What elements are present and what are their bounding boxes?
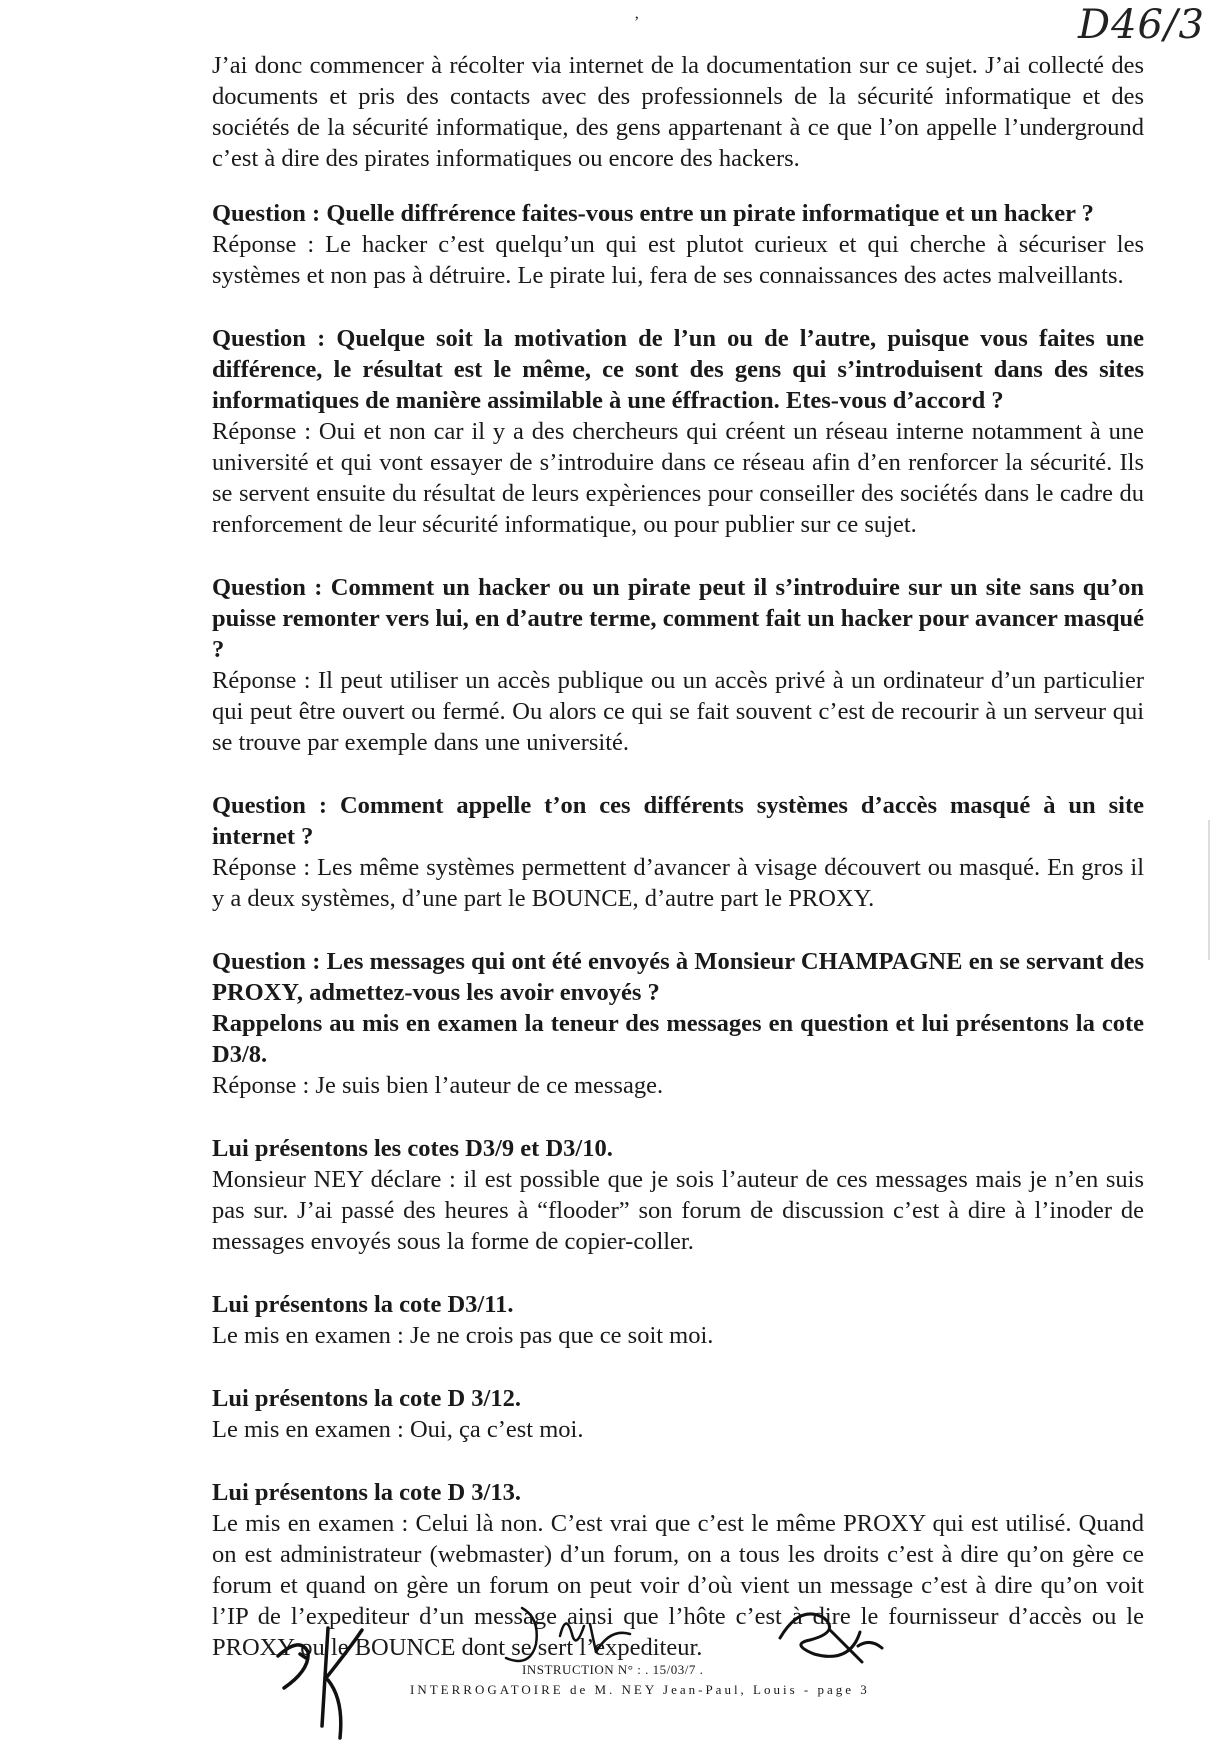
question: Question : Comment appelle t’on ces différents systèmes d’accès masqué à un site internet ? bbox=[212, 792, 1144, 850]
qa-block bbox=[212, 790, 1144, 914]
presentation-heading: Lui présentons la cote D3/11. bbox=[212, 1291, 514, 1318]
response: Réponse : Oui et non car il y a des chercheurs qui créent un réseau interne notamment à une université et qui vont essayer de s’introduire dans ce réseau afin d’en renforcer la sécurité. Ils se servent ensuite du résultat de leurs expèriences pour conseiller des sociétés dans le cadre du renforcement de leur sécurité informatique, ou pour publier sur ce sujet. bbox=[212, 418, 1144, 538]
instruction-number: INSTRUCTION N° : . 15/03/7 . bbox=[522, 1662, 704, 1677]
qa-block bbox=[212, 572, 1144, 758]
presentation-block bbox=[212, 1289, 1144, 1351]
response: Réponse : Je suis bien l’auteur de ce message. bbox=[212, 1072, 664, 1099]
presentation-text: Le mis en examen : Je ne crois pas que ce soit moi. bbox=[212, 1322, 714, 1349]
presentation-text: Le mis en examen : Oui, ça c’est moi. bbox=[212, 1416, 584, 1443]
presentation-heading: Lui présentons la cote D 3/13. bbox=[212, 1479, 521, 1506]
question: Question : Quelque soit la motivation de l’un ou de l’autre, puisque vous faites une différence, le résultat est le même, ce sont des gens qui s’introduisent dans des sites informatiques de manière assimilable à une éffraction. Etes-vous d’accord ? bbox=[212, 325, 1144, 414]
page-reference: D46/3 bbox=[1078, 2, 1205, 48]
scan-edge-mark bbox=[1208, 820, 1210, 960]
response: Réponse : Les même systèmes permettent d’avancer à visage découvert ou masqué. En gros il y a deux systèmes, d’une part le BOUNCE, d’autre part le PROXY. bbox=[212, 854, 1144, 912]
signature-footer bbox=[300, 1618, 920, 1738]
presentation-instruction: Rappelons au mis en examen la teneur des messages en question et lui présentons la cote D3/8. bbox=[212, 1010, 1144, 1068]
intro-paragraph: J’ai donc commencer à récolter via internet de la documentation sur ce sujet. J’ai collecté des documents et pris des contacts avec des professionnels de la sécurité informatique et des sociétés de la sécurité informatique, des gens appartenant à ce que l’on appelle l’underground c’est à dire des pirates informatiques ou encore des hackers. bbox=[212, 52, 1144, 172]
proxy-qa-block bbox=[212, 946, 1144, 1101]
question: Question : Comment un hacker ou un pirate peut il s’introduire sur un site sans qu’on puisse remonter vers lui, en d’autre terme, comment fait un hacker pour avancer masqué ? bbox=[212, 574, 1144, 663]
presentation-heading: Lui présentons la cote D 3/12. bbox=[212, 1385, 521, 1412]
qa-block bbox=[212, 198, 1144, 291]
presentation-text: Monsieur NEY déclare : il est possible que je sois l’auteur de ces messages mais je n’en suis pas sur. J’ai passé des heures à “flooder” son forum de discussion c’est à dire à l’inoder de messages envoyés sous la forme de copier-coller. bbox=[212, 1166, 1144, 1255]
document-body bbox=[212, 50, 1144, 1695]
qa-block bbox=[212, 323, 1144, 540]
presentation-block bbox=[212, 1383, 1144, 1445]
response: Réponse : Il peut utiliser un accès publique ou un accès privé à un ordinateur d’un particulier qui peut être ouvert ou fermé. Ou alors ce qui se fait souvent c’est de recourir à un serveur qui se trouve par exemple dans une université. bbox=[212, 667, 1144, 756]
presentation-block bbox=[212, 1133, 1144, 1257]
presentation-heading: Lui présentons les cotes D3/9 et D3/10. bbox=[212, 1135, 613, 1162]
signature-left bbox=[270, 1608, 400, 1743]
response: Réponse : Le hacker c’est quelqu’un qui est plutot curieux et qui cherche à sécuriser les systèmes et non pas à détruire. Le pirate lui, fera de ses connaissances des actes malveillants. bbox=[212, 231, 1144, 289]
question: Question : Les messages qui ont été envoyés à Monsieur CHAMPAGNE en se servant des PROXY, admettez-vous les avoir envoyés ? bbox=[212, 948, 1144, 1006]
signature-right bbox=[770, 1598, 900, 1678]
stray-mark: ’ bbox=[634, 14, 640, 31]
question: Question : Quelle diffrérence faites-vous entre un pirate informatique et un hacker ? bbox=[212, 200, 1094, 227]
presentation-text: Le mis en examen : Celui là non. C’est vrai que c’est le même PROXY qui est utilisé. Quand on est administrateur (webmaster) d’un forum, on a tous les droits c’est à dire qu’on gère ce forum et quand on gère un forum on peut voir d’où vient un message c’est à dire qu’on voit l’IP de l’expediteur d’un message ainsi que l’hôte c’est à dire le fournisseur d’accès ou le PROXY ou le BOUNCE dont se sert l’expediteur. bbox=[212, 1510, 1144, 1661]
interrogatoire-line: INTERROGATOIRE de M. NEY Jean-Paul, Louis - page 3 bbox=[410, 1682, 870, 1697]
